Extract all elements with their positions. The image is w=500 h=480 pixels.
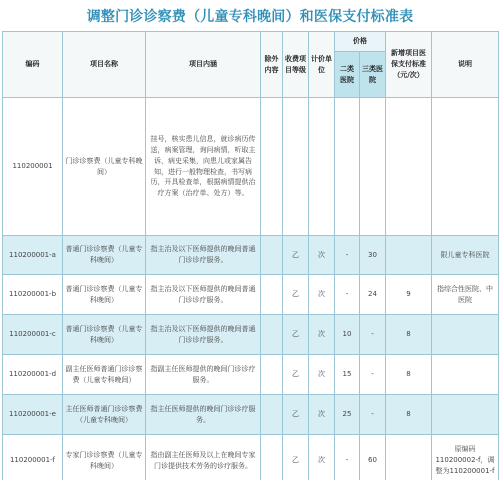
cell-unit [309,98,335,236]
cell-class2: - [335,275,360,315]
header-content: 项目内涵 [146,32,261,98]
header-new-standard: 新增项目医保支付标准（元/次） [386,32,432,98]
cell-notes [432,315,499,355]
cell-name: 主任医师普通门诊诊察费（儿童专科晚间） [63,395,146,435]
cell-level [283,98,309,236]
header-code: 编码 [3,32,63,98]
header-price: 价格 [335,32,386,52]
page-title: 调整门诊诊察费（儿童专科晚间）和医保支付标准表 [86,8,414,25]
cell-excluded [261,98,283,236]
cell-class3: 60 [360,435,386,480]
cell-standard [386,98,432,236]
cell-excluded [261,236,283,275]
cell-level: 乙 [283,315,309,355]
header-name: 项目名称 [63,32,146,98]
table-row [3,98,499,236]
cell-class2: - [335,435,360,480]
cell-level: 乙 [283,275,309,315]
table-row [3,275,499,315]
cell-code: 110200001-b [3,275,63,315]
cell-name: 普通门诊诊察费（儿童专科晚间） [63,275,146,315]
cell-content: 指主任医师提供的晚间门诊诊疗服务。 [146,395,261,435]
cell-class2: - [335,236,360,275]
cell-notes: 原编码110200002-f，调整为110200001-f [432,435,499,480]
table-row [3,236,499,275]
table-header-row [3,32,499,52]
cell-content: 指主治及以下医师提供的晚间普通门诊诊疗服务。 [146,275,261,315]
cell-name: 专家门诊诊察费（儿童专科晚间） [63,435,146,480]
cell-unit: 次 [309,435,335,480]
cell-unit: 次 [309,395,335,435]
fee-table [2,31,499,480]
cell-code: 110200001 [3,98,63,236]
cell-content: 指主治及以下医师提供的晚间普通门诊诊疗服务。 [146,236,261,275]
cell-unit: 次 [309,236,335,275]
table-row [3,435,499,480]
cell-level: 乙 [283,236,309,275]
cell-notes [432,98,499,236]
cell-notes: 限儿童专科医院 [432,236,499,275]
cell-standard: 8 [386,355,432,395]
cell-unit: 次 [309,315,335,355]
cell-notes [432,355,499,395]
header-class2: 二类医院 [335,52,360,98]
cell-class3: 30 [360,236,386,275]
cell-name: 普通门诊诊察费（儿童专科晚间） [63,236,146,275]
cell-standard [386,236,432,275]
cell-excluded [261,355,283,395]
cell-content: 指主治及以下医师提供的晚间普通门诊诊疗服务。 [146,315,261,355]
cell-code: 110200001-d [3,355,63,395]
table-row [3,395,499,435]
cell-level: 乙 [283,395,309,435]
cell-standard: 8 [386,315,432,355]
cell-class3: - [360,395,386,435]
cell-content: 指由副主任医师及以上在晚间专家门诊提供技术劳务的诊疗服务。 [146,435,261,480]
header-notes: 说明 [432,32,499,98]
header-excluded: 除外内容 [261,32,283,98]
header-unit: 计价单位 [309,32,335,98]
cell-class2 [335,98,360,236]
cell-excluded [261,275,283,315]
cell-class3 [360,98,386,236]
cell-unit: 次 [309,275,335,315]
cell-code: 110200001-c [3,315,63,355]
table-row [3,355,499,395]
cell-content: 指副主任医师提供的晚间门诊诊疗服务。 [146,355,261,395]
cell-class3: - [360,355,386,395]
cell-excluded [261,395,283,435]
cell-standard: 8 [386,395,432,435]
header-class3: 三类医院 [360,52,386,98]
cell-level: 乙 [283,355,309,395]
cell-content: 挂号，核实患儿信息，就诊病历传送，病案管理，询问病情，听取主诉，病史采集，向患儿或家属告知，进行一般物理检查，书写病历，开具检查单，根据病情提供治疗方案（治疗单、处方）等。 [146,98,261,236]
cell-class3: 24 [360,275,386,315]
cell-standard: 9 [386,275,432,315]
cell-standard [386,435,432,480]
cell-class2: 10 [335,315,360,355]
cell-excluded [261,315,283,355]
cell-notes [432,395,499,435]
cell-level: 乙 [283,435,309,480]
cell-class3: - [360,315,386,355]
cell-excluded [261,435,283,480]
cell-code: 110200001-a [3,236,63,275]
cell-code: 110200001-f [3,435,63,480]
header-insurance-level: 收费项目等级 [283,32,309,98]
cell-name: 普通门诊诊察费（儿童专科晚间） [63,315,146,355]
table-row [3,315,499,355]
cell-name: 门诊诊察费（儿童专科晚间） [63,98,146,236]
cell-class2: 25 [335,395,360,435]
cell-code: 110200001-e [3,395,63,435]
cell-class2: 15 [335,355,360,395]
cell-notes: 指综合性医院、中医院 [432,275,499,315]
cell-unit: 次 [309,355,335,395]
cell-name: 副主任医师普通门诊诊察费（儿童专科晚间） [63,355,146,395]
